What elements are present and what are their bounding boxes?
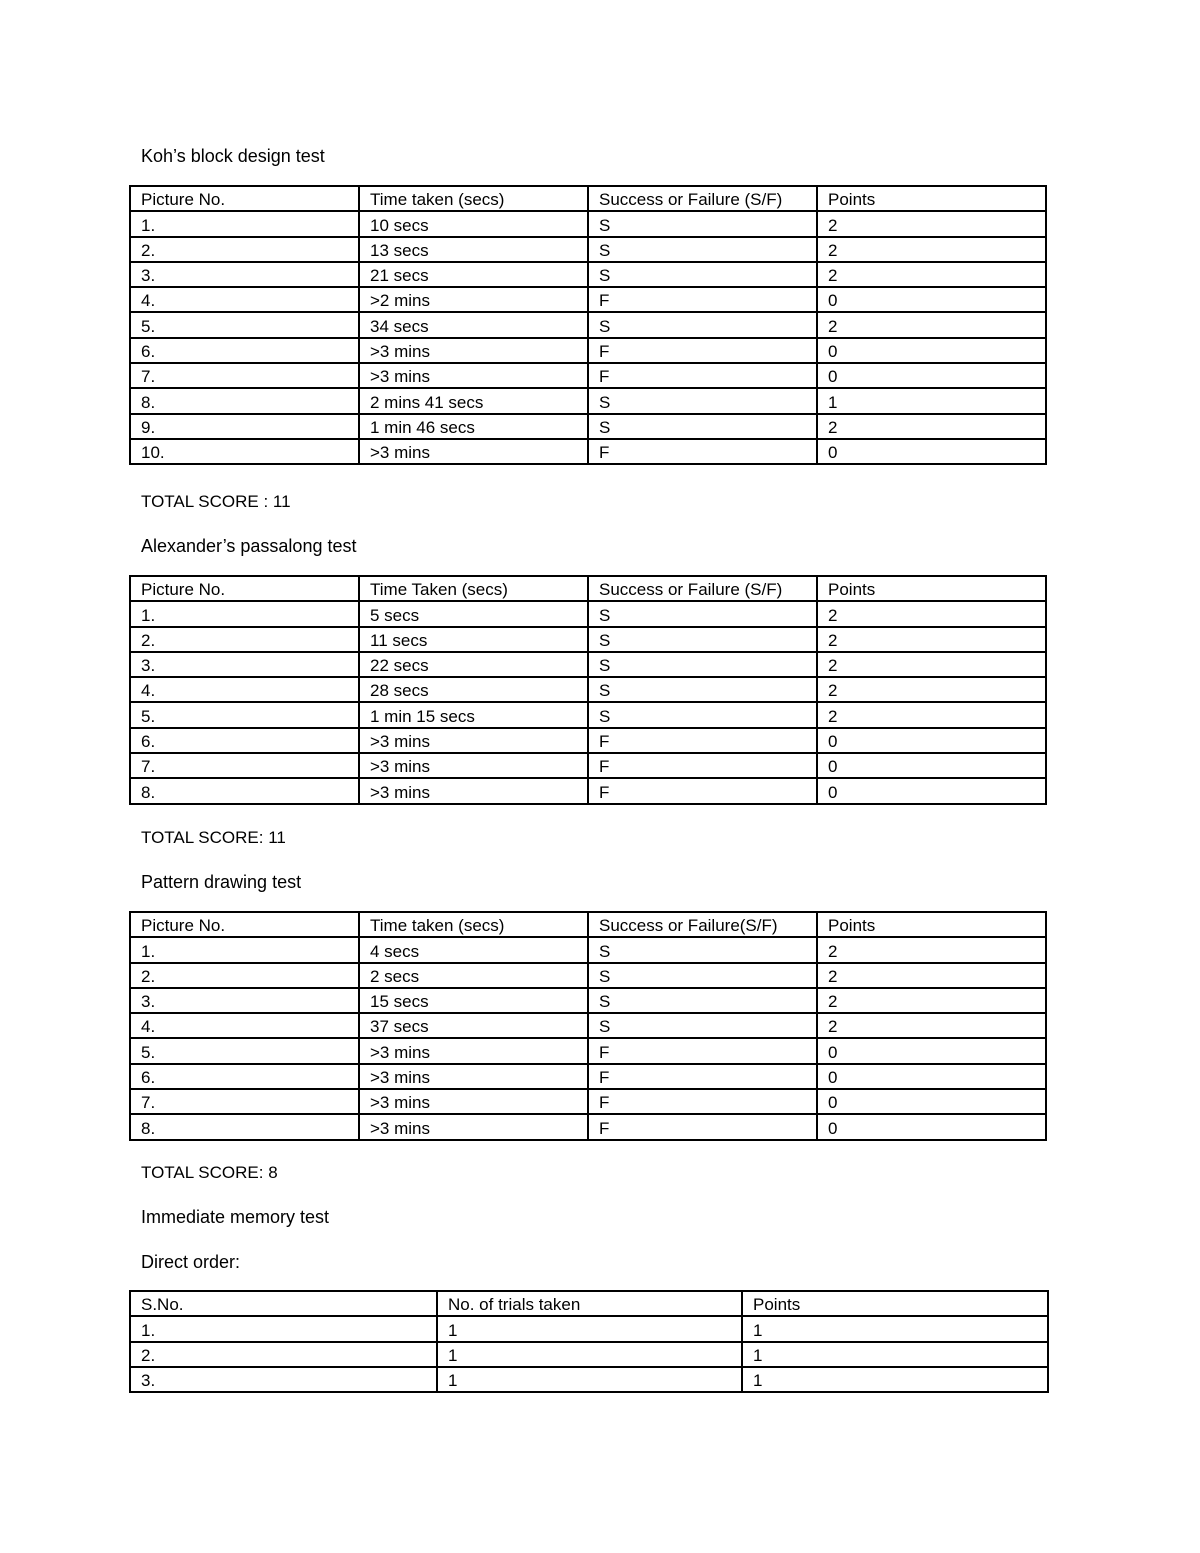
table-row [130, 237, 1046, 262]
table-cell: 2. [130, 237, 359, 262]
table-cell: 7. [130, 363, 359, 388]
table-cell: 1 [817, 388, 1046, 413]
table-cell: 2 [817, 312, 1046, 337]
table-cell: 6. [130, 338, 359, 363]
section-title-pattern: Pattern drawing test [141, 872, 302, 892]
table-cell: >2 mins [359, 287, 588, 312]
table-cell: 8. [130, 1114, 359, 1139]
table-row [130, 262, 1046, 287]
table-cell: 2 [817, 414, 1046, 439]
table-cell: F [588, 1089, 817, 1114]
header-cell: Success or Failure (S/F) [588, 186, 817, 211]
table-row [130, 702, 1046, 727]
table-cell: 1. [130, 937, 359, 962]
table-cell: 2 [817, 988, 1046, 1013]
table-cell: 34 secs [359, 312, 588, 337]
table-cell: >3 mins [359, 1064, 588, 1089]
section-title-memory: Immediate memory test [141, 1207, 330, 1227]
table-cell: >3 mins [359, 1089, 588, 1114]
table-cell: 1 [742, 1316, 1048, 1341]
header-cell: Success or Failure(S/F) [588, 912, 817, 937]
table-cell: 8. [130, 778, 359, 803]
table-cell: 2. [130, 627, 359, 652]
table-row [130, 728, 1046, 753]
table-cell: F [588, 1038, 817, 1063]
table-row [130, 211, 1046, 236]
header-cell: Time taken (secs) [359, 912, 588, 937]
table-cell: 2 [817, 601, 1046, 626]
table-cell: >3 mins [359, 338, 588, 363]
table-cell: 0 [817, 338, 1046, 363]
table-row [130, 778, 1046, 803]
pattern-table [129, 911, 1047, 1141]
table-cell: S [588, 262, 817, 287]
table-cell: 1 min 15 secs [359, 702, 588, 727]
table-cell: S [588, 963, 817, 988]
table-cell: 7. [130, 1089, 359, 1114]
total-score-alexander: TOTAL SCORE: 11 [141, 828, 286, 847]
table-cell: 11 secs [359, 627, 588, 652]
table-cell: 10. [130, 439, 359, 464]
header-cell: Success or Failure (S/F) [588, 576, 817, 601]
table-cell: 1. [130, 1316, 437, 1341]
table-cell: S [588, 1013, 817, 1038]
section-title-alexander: Alexander’s passalong test [141, 536, 357, 556]
total-score-koh: TOTAL SCORE : 11 [141, 492, 291, 511]
table-cell: 2 [817, 627, 1046, 652]
header-cell: S.No. [130, 1291, 437, 1316]
table-cell: S [588, 627, 817, 652]
table-row [130, 753, 1046, 778]
table-cell: F [588, 778, 817, 803]
table-cell: F [588, 1114, 817, 1139]
table-cell: 5 secs [359, 601, 588, 626]
table-row [130, 1038, 1046, 1063]
table-cell: 28 secs [359, 677, 588, 702]
table-row [130, 1367, 1048, 1392]
table-cell: 2 [817, 1013, 1046, 1038]
table-row [130, 1316, 1048, 1341]
table-cell: 3. [130, 262, 359, 287]
table-cell: 0 [817, 1089, 1046, 1114]
table-cell: >3 mins [359, 1038, 588, 1063]
table-cell: 2 [817, 702, 1046, 727]
table-cell: F [588, 728, 817, 753]
table-cell: S [588, 312, 817, 337]
table-cell: 2 mins 41 secs [359, 388, 588, 413]
table-row [130, 1342, 1048, 1367]
table-cell: S [588, 937, 817, 962]
table-row [130, 439, 1046, 464]
table-cell: S [588, 702, 817, 727]
table-row [130, 312, 1046, 337]
table-cell: 4. [130, 677, 359, 702]
table-cell: 4. [130, 287, 359, 312]
table-cell: 0 [817, 439, 1046, 464]
table-cell: 8. [130, 388, 359, 413]
koh-table [129, 185, 1047, 465]
table-row [130, 1013, 1046, 1038]
table-cell: 0 [817, 1114, 1046, 1139]
table-cell: 13 secs [359, 237, 588, 262]
table-cell: 1 [437, 1342, 742, 1367]
section-title-koh: Koh’s block design test [141, 146, 325, 166]
header-cell: Picture No. [130, 912, 359, 937]
table-cell: 1. [130, 211, 359, 236]
table-cell: 0 [817, 1038, 1046, 1063]
table-cell: >3 mins [359, 1114, 588, 1139]
table-cell: 2 [817, 937, 1046, 962]
alexander-table [129, 575, 1047, 805]
table-cell: 0 [817, 287, 1046, 312]
table-cell: 3. [130, 1367, 437, 1392]
table-cell: 2 [817, 211, 1046, 236]
table-cell: 21 secs [359, 262, 588, 287]
header-cell: Points [817, 186, 1046, 211]
table-cell: 6. [130, 728, 359, 753]
table-cell: S [588, 677, 817, 702]
table-cell: S [588, 211, 817, 236]
table-cell: 2 secs [359, 963, 588, 988]
table-cell: 2 [817, 677, 1046, 702]
table-cell: 0 [817, 1064, 1046, 1089]
table-cell: F [588, 363, 817, 388]
table-row [130, 388, 1046, 413]
table-cell: 37 secs [359, 1013, 588, 1038]
header-cell: Picture No. [130, 576, 359, 601]
table-cell: 4 secs [359, 937, 588, 962]
table-cell: 2 [817, 237, 1046, 262]
table-cell: 2 [817, 652, 1046, 677]
table-row [130, 1114, 1046, 1139]
table-row [130, 652, 1046, 677]
table-cell: 3. [130, 652, 359, 677]
table-row [130, 601, 1046, 626]
header-cell: Time taken (secs) [359, 186, 588, 211]
table-header-row [130, 912, 1046, 937]
table-row [130, 677, 1046, 702]
table-cell: 10 secs [359, 211, 588, 236]
table-cell: 1 [437, 1316, 742, 1341]
table-row [130, 1064, 1046, 1089]
table-cell: 1 [742, 1367, 1048, 1392]
table-cell: 4. [130, 1013, 359, 1038]
header-cell: Points [817, 912, 1046, 937]
table-cell: 15 secs [359, 988, 588, 1013]
table-cell: 0 [817, 363, 1046, 388]
table-cell: S [588, 652, 817, 677]
table-row [130, 363, 1046, 388]
table-cell: S [588, 237, 817, 262]
table-cell: 2 [817, 963, 1046, 988]
table-cell: 2 [817, 262, 1046, 287]
table-cell: 0 [817, 753, 1046, 778]
memory-table [129, 1290, 1049, 1393]
table-cell: >3 mins [359, 728, 588, 753]
table-cell: 1 [437, 1367, 742, 1392]
table-cell: S [588, 388, 817, 413]
table-header-row [130, 186, 1046, 211]
table-cell: 2. [130, 1342, 437, 1367]
table-cell: F [588, 338, 817, 363]
table-cell: 5. [130, 1038, 359, 1063]
table-cell: 0 [817, 728, 1046, 753]
table-cell: F [588, 1064, 817, 1089]
table-cell: 6. [130, 1064, 359, 1089]
table-row [130, 988, 1046, 1013]
table-cell: F [588, 287, 817, 312]
table-row [130, 414, 1046, 439]
table-row [130, 287, 1046, 312]
header-cell: Time Taken (secs) [359, 576, 588, 601]
table-cell: 5. [130, 312, 359, 337]
table-cell: 9. [130, 414, 359, 439]
table-row [130, 937, 1046, 962]
table-cell: S [588, 988, 817, 1013]
table-cell: F [588, 753, 817, 778]
table-header-row [130, 576, 1046, 601]
header-cell: No. of trials taken [437, 1291, 742, 1316]
table-cell: >3 mins [359, 439, 588, 464]
table-cell: >3 mins [359, 363, 588, 388]
table-cell: F [588, 439, 817, 464]
header-cell: Points [742, 1291, 1048, 1316]
table-cell: 1 min 46 secs [359, 414, 588, 439]
table-row [130, 338, 1046, 363]
table-cell: >3 mins [359, 753, 588, 778]
header-cell: Picture No. [130, 186, 359, 211]
table-cell: 7. [130, 753, 359, 778]
table-row [130, 1089, 1046, 1114]
header-cell: Points [817, 576, 1046, 601]
table-row [130, 963, 1046, 988]
table-cell: 22 secs [359, 652, 588, 677]
table-row [130, 627, 1046, 652]
table-cell: 5. [130, 702, 359, 727]
table-cell: S [588, 601, 817, 626]
table-cell: S [588, 414, 817, 439]
table-cell: 1. [130, 601, 359, 626]
table-cell: 3. [130, 988, 359, 1013]
table-cell: >3 mins [359, 778, 588, 803]
table-cell: 2. [130, 963, 359, 988]
total-score-pattern: TOTAL SCORE: 8 [141, 1163, 278, 1182]
table-cell: 1 [742, 1342, 1048, 1367]
table-cell: 0 [817, 778, 1046, 803]
section-subtitle-direct-order: Direct order: [141, 1252, 241, 1272]
table-header-row [130, 1291, 1048, 1316]
